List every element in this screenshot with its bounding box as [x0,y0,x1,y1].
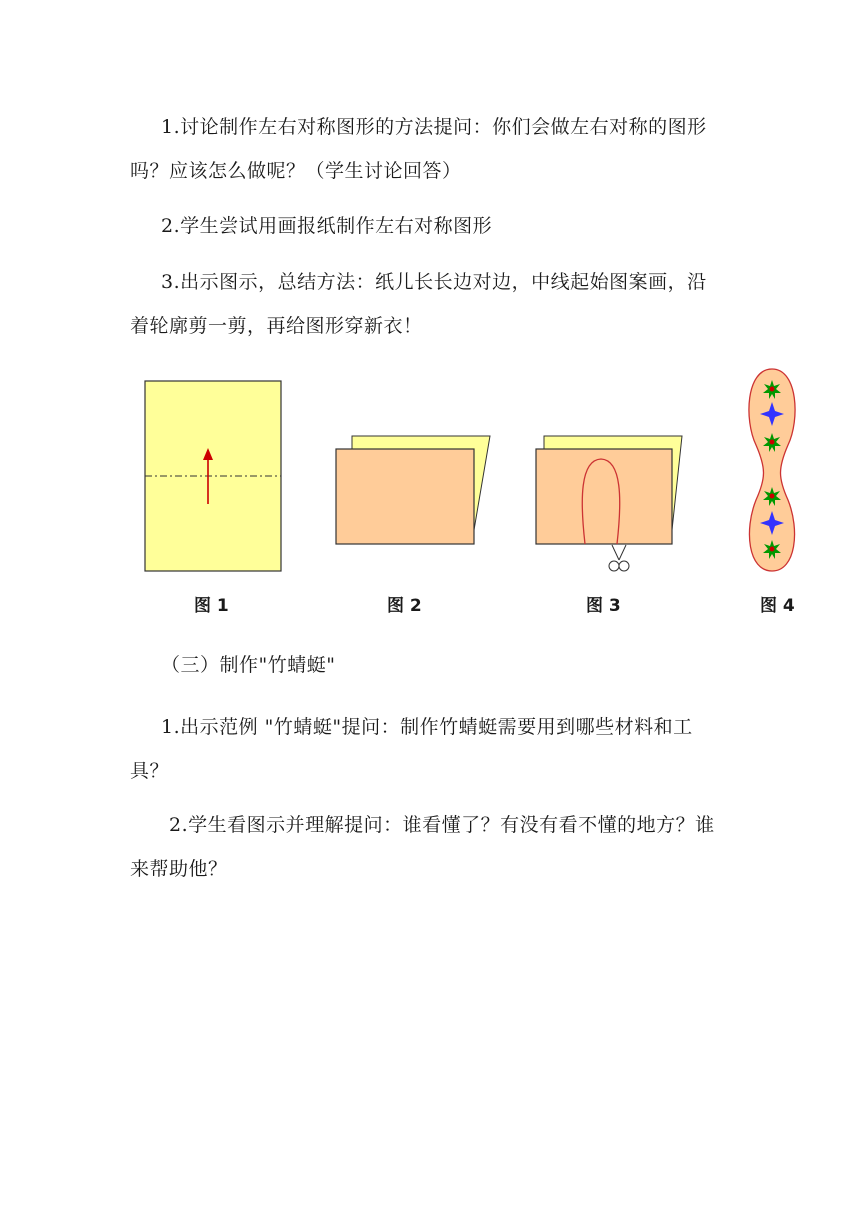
figure-3-caption: 图 3 [586,596,621,616]
figure-3-cut-shape [536,436,682,571]
item1-line2: 吗？应该怎么做呢？（学生讨论回答） [130,160,462,182]
section2-item1-line1: 1.出示范例 "竹蜻蜓"提问：制作竹蜻蜓需要用到哪些材料和工 [161,716,693,738]
section2-heading: （三）制作"竹蜻蜓" [161,654,336,676]
scissors-icon [609,545,629,571]
item3-line1: 3.出示图示，总结方法：纸儿长长边对边，中线起始图案画，沿 [161,271,707,293]
section2-item2-line1: 2.学生看图示并理解提问：谁看懂了？有没有看不懂的地方？谁 [169,814,715,836]
item2-text: 2.学生尝试用画报纸制作左右对称图形 [161,215,493,237]
figure-1-caption: 图 1 [194,596,229,616]
section2-item1-line2: 具？ [130,760,170,782]
item3-line2: 着轮廓剪一剪，再给图形穿新衣！ [130,315,423,337]
figure-2-folded-paper [336,436,490,544]
item1-line1: 1.讨论制作左右对称图形的方法提问：你们会做左右对称的图形 [161,116,707,138]
figure-1-folded-paper [145,381,281,571]
figure-4-decorated-shape [749,369,795,571]
figure-2-caption: 图 2 [387,596,422,616]
figure-4-caption: 图 4 [760,596,795,616]
section2-item2-line2: 来帮助他？ [130,858,228,880]
